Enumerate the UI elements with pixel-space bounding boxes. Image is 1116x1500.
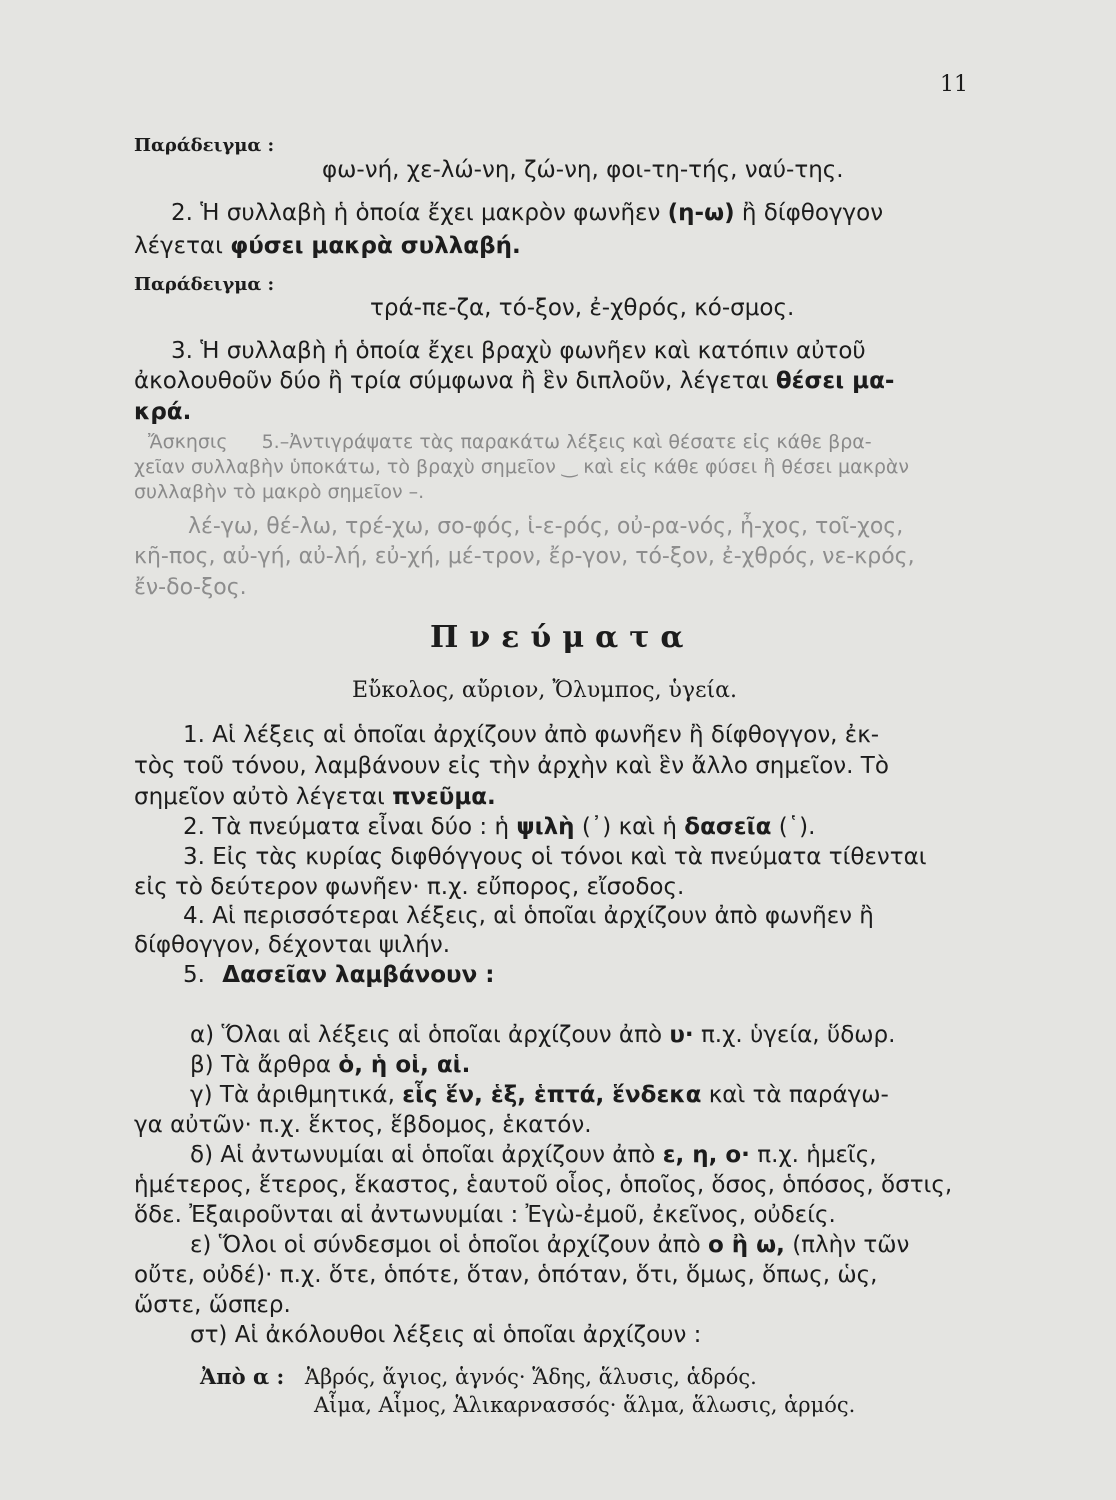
item-e-text: ε) Ὅλοι οἱ σύνδεσμοι οἱ ὁποῖοι ἀρχίζουν ἀπὸ bbox=[190, 1232, 701, 1258]
rule-3-term-2: κρά. bbox=[134, 399, 192, 425]
rule-2-line-2-text: λέγεται bbox=[134, 233, 223, 259]
para-3-line-1: 3. Εἰς τὰς κυρίας διφθόγγους οἱ τόνοι καὶ τὰ πνεύματα τίθενται bbox=[183, 844, 927, 870]
para-5 bbox=[183, 960, 494, 990]
para-2-end: (῾). bbox=[778, 814, 816, 840]
example-2-words: τρά-πε-ζα, τό-ξον, ἐ-χθρός, κό-σμος. bbox=[370, 295, 795, 321]
para-2-dasia: δασεῖα bbox=[684, 814, 772, 840]
item-a-text: α) Ὅλαι αἱ λέξεις αἱ ὁποῖαι ἀρχίζουν ἀπὸ bbox=[190, 1022, 663, 1048]
item-d-line-3: ὅδε. Ἐξαιροῦνται αἱ ἀντωνυμίαι : Ἐγὼ-ἐμοῦ, ἐκεῖνος, οὐδείς. bbox=[134, 1202, 836, 1228]
para-1-line-3 bbox=[134, 782, 496, 812]
item-a bbox=[190, 1020, 895, 1050]
item-d-text: δ) Αἱ ἀντωνυμίαι αἱ ὁποῖαι ἀρχίζουν ἀπὸ bbox=[190, 1142, 656, 1168]
apo-a-line-2: Αἷμα, Αἷμος, Ἁλικαρνασσός· ἅλμα, ἅλωσις, ἁρμός. bbox=[314, 1393, 856, 1417]
item-g-rest: καὶ τὰ παράγω- bbox=[708, 1082, 889, 1108]
rule-2-line-1 bbox=[171, 198, 883, 228]
para-2-psili: ψιλὴ bbox=[516, 814, 575, 840]
para-1-line-3-text: σημεῖον αὐτὸ λέγεται bbox=[134, 784, 385, 810]
item-b-articles: ὁ, ἡ οἱ, αἱ. bbox=[338, 1052, 471, 1078]
heading-examples: Εὔκολος, αὔριον, Ὄλυμπος, ὑγεία. bbox=[352, 678, 737, 703]
example-1-words: φω-νή, χε-λώ-νη, ζώ-νη, φοι-τη-τής, ναύ-της. bbox=[322, 157, 844, 183]
item-b bbox=[190, 1050, 470, 1080]
item-g-numerals: εἷς ἕν, ἑξ, ἑπτά, ἕνδεκα bbox=[402, 1082, 702, 1108]
rule-2-line-2 bbox=[134, 231, 521, 261]
item-g-line-1 bbox=[190, 1080, 889, 1110]
item-e-line-3: ὥστε, ὥσπερ. bbox=[134, 1292, 291, 1318]
item-e-line-1 bbox=[190, 1230, 909, 1260]
rule-3-number: 3. bbox=[171, 338, 193, 364]
example-label-2: Παράδειγμα : bbox=[134, 274, 275, 295]
rule-2-vowels: (η-ω) bbox=[667, 200, 735, 226]
para-2 bbox=[183, 812, 815, 842]
exercise-line-2: χεῖαν συλλαβὴν ὑποκάτω, τὸ βραχὺ σημεῖον ‿ καὶ εἰς κάθε φύσει ἢ θέσει μακρὰν bbox=[134, 456, 910, 478]
rule-2-tail: ἢ δίφθογγον bbox=[741, 200, 884, 226]
rule-3-term-1: θέσει μα- bbox=[775, 368, 895, 394]
para-1-line-1: 1. Αἱ λέξεις αἱ ὁποῖαι ἀρχίζουν ἀπὸ φωνῆεν ἢ δίφθογγον, ἐκ- bbox=[183, 722, 880, 748]
exercise-words-1: λέ-γω, θέ-λω, τρέ-χω, σο-φός, ἱ-ε-ρός, οὐ-ρα-νός, ἦ-χος, τοῖ-χος, bbox=[188, 514, 904, 539]
item-d-rest: π.χ. ἡμεῖς, bbox=[757, 1142, 877, 1168]
para-3-line-2: εἰς τὸ δεύτερον φωνῆεν· π.χ. εὔπορος, εἴσοδος. bbox=[134, 874, 685, 900]
rule-3-line-2 bbox=[134, 366, 894, 396]
item-a-rest: π.χ. ὑγεία, ὕδωρ. bbox=[700, 1022, 896, 1048]
item-d-letters: ε, η, ο· bbox=[662, 1142, 750, 1168]
item-g-line-2: γα αὐτῶν· π.χ. ἕκτος, ἕβδομος, ἑκατόν. bbox=[134, 1112, 592, 1138]
para-5-term: Δασεῖαν λαμβάνουν : bbox=[222, 962, 495, 988]
para-2-mid: (᾿) καὶ ἡ bbox=[581, 814, 677, 840]
apo-a-line-1 bbox=[200, 1362, 757, 1392]
exercise-line-1 bbox=[148, 429, 872, 455]
section-heading: Πνεύματα bbox=[430, 620, 695, 655]
item-d-line-1 bbox=[190, 1140, 877, 1170]
rule-2-text: Ἡ συλλαβὴ ἡ ὁποία ἔχει μακρὸν φωνῆεν bbox=[200, 200, 661, 226]
apo-a-words-1: Ἁβρός, ἅγιος, ἁγνός· Ἅδης, ἅλυσις, ἁδρός. bbox=[304, 1365, 757, 1389]
exercise-words-2: κῆ-πος, αὐ-γή, αὐ-λή, εὐ-χή, μέ-τρον, ἔρ-γον, τό-ξον, ἐ-χθρός, νε-κρός, bbox=[134, 544, 915, 569]
item-g-text: γ) Τὰ ἀριθμητικά, bbox=[190, 1082, 395, 1108]
para-5-number: 5. bbox=[183, 962, 205, 988]
exercise-line-3: συλλαβὴν τὸ μακρὸ σημεῖον –. bbox=[134, 481, 425, 503]
item-b-text: β) Τὰ ἄρθρα bbox=[190, 1052, 332, 1078]
para-2-text: 2. Τὰ πνεύματα εἶναι δύο : ἡ bbox=[183, 814, 510, 840]
exercise-words-3: ἔν-δο-ξος. bbox=[134, 575, 247, 600]
apo-a-label: Ἀπὸ α : bbox=[200, 1364, 285, 1389]
rule-2-term: φύσει μακρὰ συλλαβή. bbox=[230, 233, 521, 259]
exercise-instruction-1: 5.–Ἀντιγράψατε τὰς παρακάτω λέξεις καὶ θέσατε εἰς κάθε βρα- bbox=[261, 431, 872, 453]
item-d-line-2: ἡμέτερος, ἕτερος, ἕκαστος, ἑαυτοῦ οἷος, ὁποῖος, ὅσος, ὁπόσος, ὅστις, bbox=[134, 1172, 953, 1198]
item-a-letter: υ· bbox=[669, 1022, 694, 1048]
rule-2-number: 2. bbox=[171, 200, 193, 226]
item-e-line-2: οὔτε, οὐδέ)· π.χ. ὅτε, ὁπότε, ὅταν, ὁπόταν, ὅτι, ὅμως, ὅπως, ὡς, bbox=[134, 1262, 878, 1288]
para-1-line-2: τὸς τοῦ τόνου, λαμβάνουν εἰς τὴν ἀρχὴν καὶ ἓν ἄλλο σημεῖον. Τὸ bbox=[134, 753, 889, 779]
rule-3-line-2-text: ἀκολουθοῦν δύο ἢ τρία σύμφωνα ἢ ἓν διπλοῦν, λέγεται bbox=[134, 368, 769, 394]
item-e-letters: ο ἢ ω, bbox=[707, 1232, 785, 1258]
rule-3-line-1 bbox=[171, 336, 866, 366]
para-4-line-2: δίφθογγον, δέχονται ψιλήν. bbox=[134, 932, 451, 958]
page-number: 11 bbox=[940, 72, 968, 97]
item-e-rest: (πλὴν τῶν bbox=[792, 1232, 910, 1258]
para-4-line-1: 4. Αἱ περισσότεραι λέξεις, αἱ ὁποῖαι ἀρχίζουν ἀπὸ φωνῆεν ἢ bbox=[183, 903, 874, 929]
rule-3-line-3 bbox=[134, 397, 191, 427]
rule-3-text: Ἡ συλλαβὴ ἡ ὁποία ἔχει βραχὺ φωνῆεν καὶ κατόπιν αὐτοῦ bbox=[200, 338, 866, 364]
item-st: στ) Αἱ ἀκόλουθοι λέξεις αἱ ὁποῖαι ἀρχίζουν : bbox=[190, 1322, 702, 1348]
example-label-1: Παράδειγμα : bbox=[134, 135, 275, 156]
exercise-label: Ἄσκησις bbox=[148, 431, 228, 453]
para-1-term: πνεῦμα. bbox=[392, 784, 496, 810]
